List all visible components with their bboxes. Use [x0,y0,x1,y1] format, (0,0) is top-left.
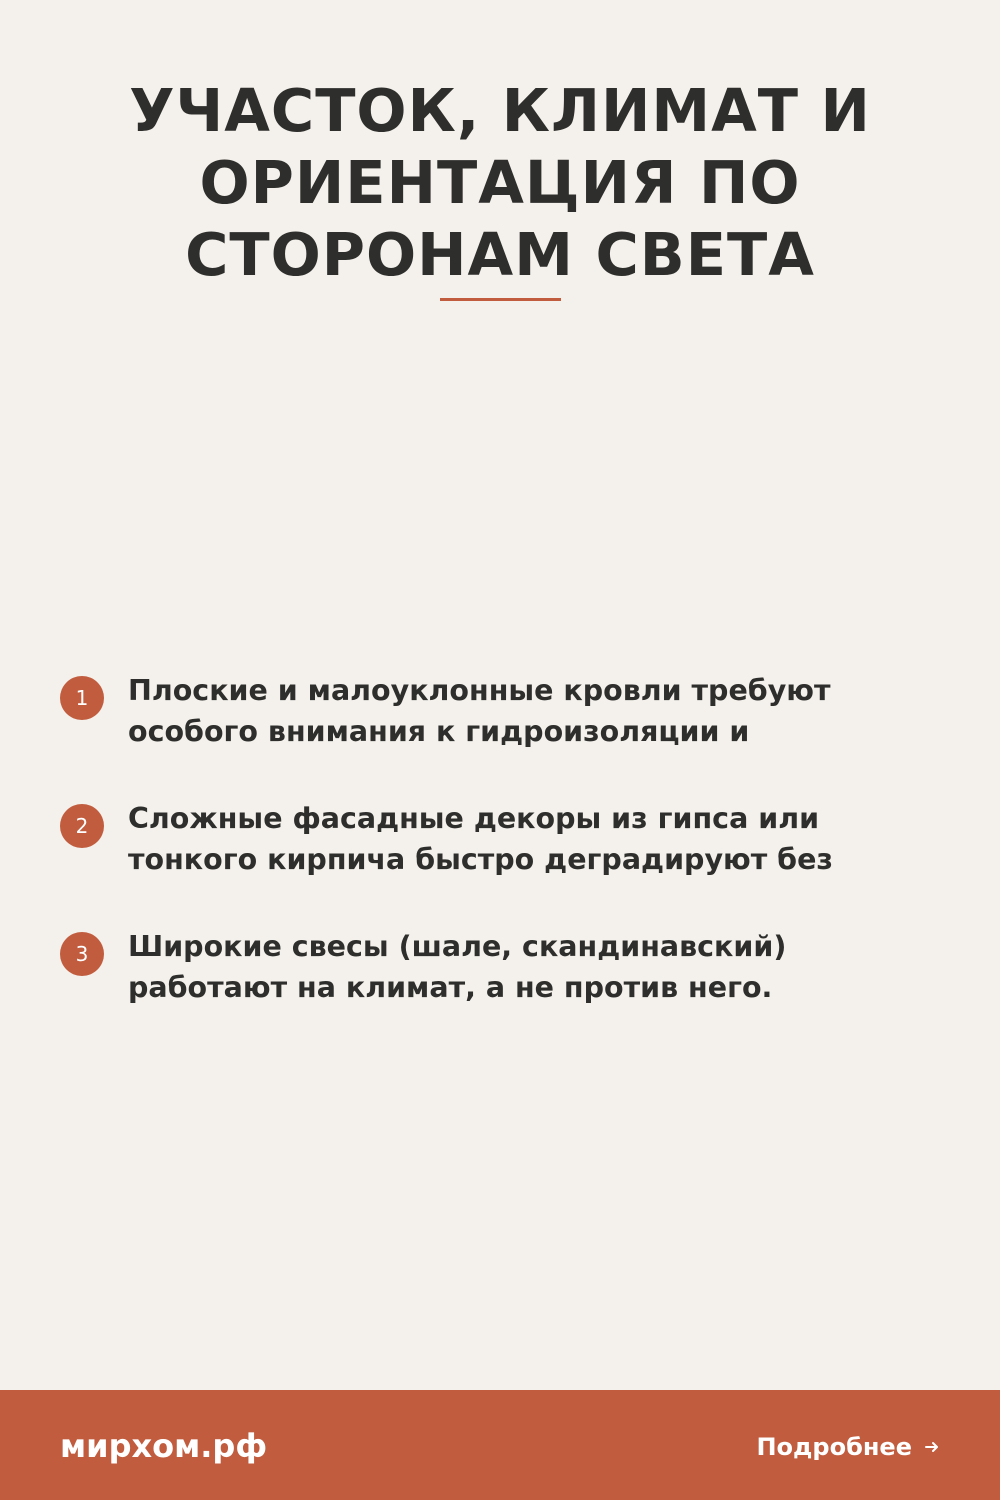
site-brand: мирхом.рф [60,1427,268,1465]
number-badge: 3 [60,932,104,976]
title-line: УЧАСТОК, КЛИМАТ И [129,76,871,145]
arrow-right-icon [924,1439,940,1455]
list-item-line: работают на климат, а не против него. [128,971,773,1004]
list-item-line: Сложные фасадные декоры из гипса или [128,802,820,835]
list-item-line: Широкие свесы (шале, скандинавский) [128,930,787,963]
number-badge: 2 [60,804,104,848]
list-item-line: Плоские и малоуклонные кровли требуют [128,674,831,707]
page-title [60,75,940,291]
list-item-text [128,670,940,752]
footer-bar [0,1390,1000,1500]
list-item-text [128,926,940,1008]
list-item-line: тонкого кирпича быстро деградируют без [128,843,833,876]
list-item [60,926,940,1016]
title-underline [440,298,561,301]
title-line: ОРИЕНТАЦИЯ ПО [199,148,801,217]
number-badge: 1 [60,676,104,720]
more-link[interactable] [756,1432,940,1462]
list-item-text [128,798,940,880]
list-item [60,798,940,888]
title-line: СТОРОНАМ СВЕТА [185,220,815,289]
list-item [60,670,940,760]
list-item-line: особого внимания к гидроизоляции и [128,715,750,748]
more-link-label: Подробнее [756,1433,912,1461]
